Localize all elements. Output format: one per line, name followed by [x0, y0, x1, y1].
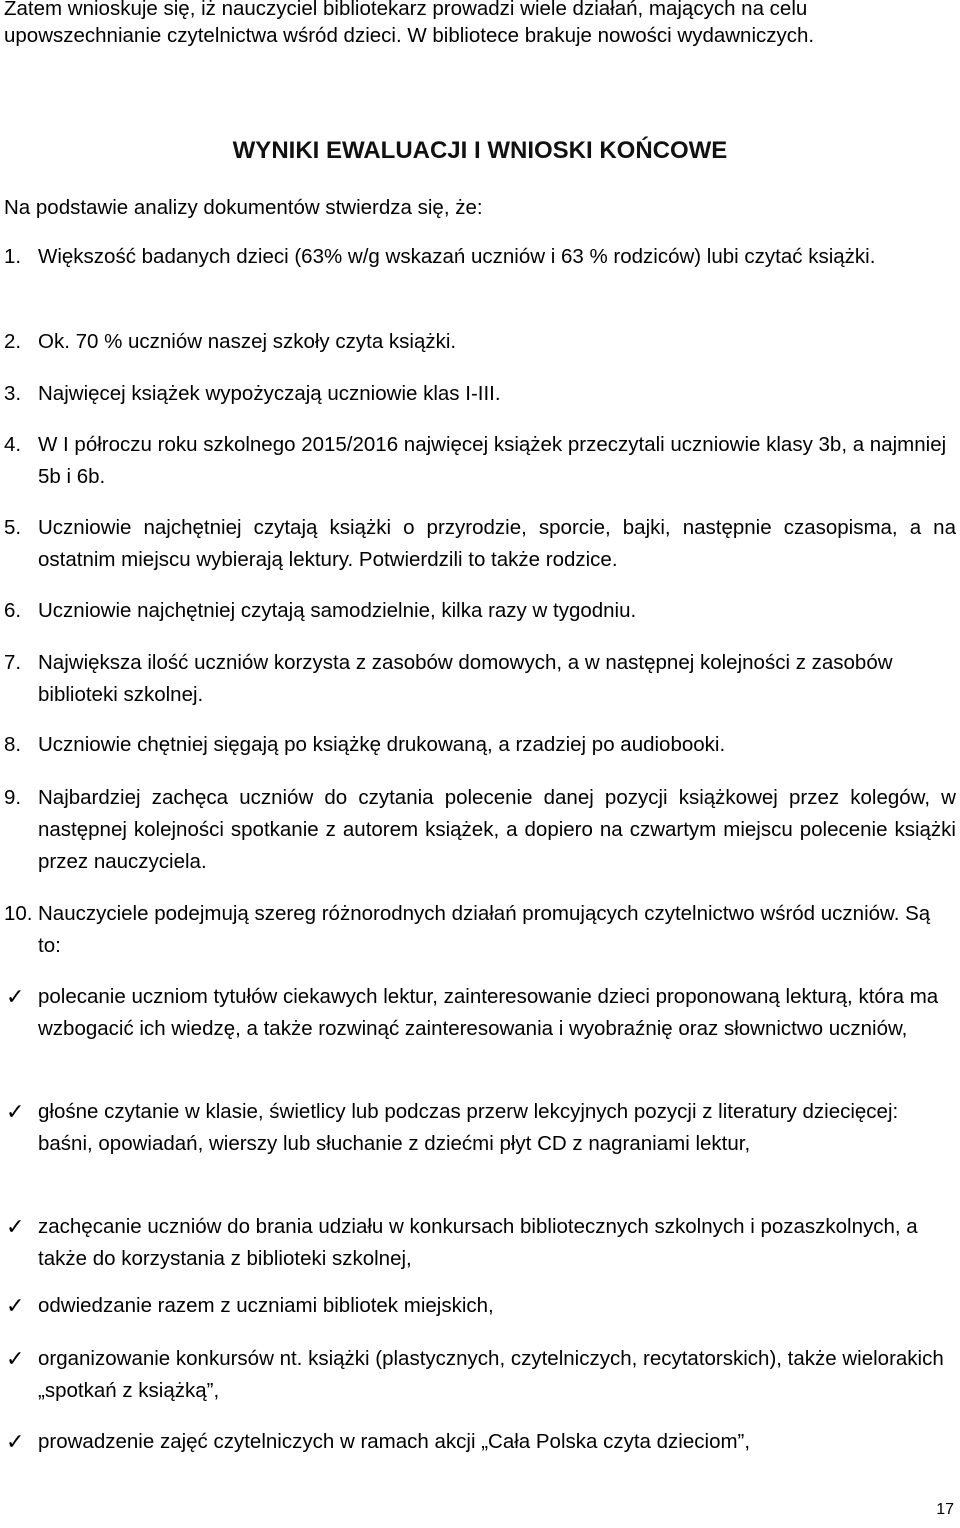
finding-item: [4, 782, 956, 878]
finding-number: 2.: [4, 330, 22, 353]
activity-text: organizowanie konkursów nt. książki (plastycznych, czytelniczych, recytatorskich), także wielorakich „spotkań z książką”,: [38, 1347, 944, 1402]
checkmark-icon: ✓: [6, 1214, 25, 1239]
finding-text: Uczniowie najchętniej czytają samodzielnie, kilka razy w tygodniu.: [38, 599, 637, 622]
finding-text: Najwięcej książek wypożyczają uczniowie klas I-III.: [38, 382, 501, 405]
checkmark-icon: ✓: [6, 984, 25, 1009]
page-number: 17: [936, 1501, 954, 1518]
activity-item: [4, 981, 956, 1045]
finding-item: [4, 898, 956, 962]
activity-item: [4, 1290, 956, 1322]
intro-paragraph: Zatem wnioskuje się, iż nauczyciel bibliotekarz prowadzi wiele działań, mających na celu upowszechnianie czytelnictwa wśród dzieci. W bibliotece brakuje nowości wydawniczych.: [4, 0, 815, 47]
activity-text: prowadzenie zajęć czytelniczych w ramach akcji „Cała Polska czyta dzieciom”,: [38, 1430, 751, 1453]
finding-number: 1.: [4, 245, 22, 268]
finding-text: Ok. 70 % uczniów naszej szkoły czyta książki.: [38, 330, 457, 353]
finding-item: [4, 241, 956, 273]
finding-item: [4, 729, 956, 761]
finding-item: [4, 429, 956, 493]
checkmark-icon: ✓: [6, 1429, 25, 1454]
activity-text: zachęcanie uczniów do brania udziału w konkursach bibliotecznych szkolnych i pozaszkolnych, a także do korzystania z biblioteki szkolnej,: [38, 1215, 918, 1270]
finding-number: 3.: [4, 382, 22, 405]
finding-number: 4.: [4, 433, 22, 456]
section-heading: WYNIKI EWALUACJI I WNIOSKI KOŃCOWE: [232, 137, 728, 164]
finding-item: [4, 647, 956, 711]
finding-number: 7.: [4, 651, 22, 674]
finding-text: Uczniowie najchętniej czytają książki o przyrodzie, sporcie, bajki, następnie czasopisma, a na ostatnim miejscu wybierają lektury. Potwierdzili to także rodzice.: [38, 516, 956, 571]
finding-text: W I półroczu roku szkolnego 2015/2016 najwięcej książek przeczytali uczniowie klasy 3b, a najmniej 5b i 6b.: [38, 433, 947, 488]
finding-item: [4, 595, 956, 627]
activity-item: [4, 1343, 956, 1407]
finding-number: 8.: [4, 733, 22, 756]
finding-item: [4, 326, 956, 358]
finding-number: 10.: [4, 902, 33, 925]
finding-text: Uczniowie chętniej sięgają po książkę drukowaną, a rzadziej po audiobooki.: [38, 733, 726, 756]
finding-text: Nauczyciele podejmują szereg różnorodnych działań promujących czytelnictwo wśród uczniów. Są to:: [38, 902, 931, 957]
activity-text: polecanie uczniom tytułów ciekawych lektur, zainteresowanie dzieci proponowaną lekturą, która ma wzbogacić ich wiedzę, a także rozwinąć zainteresowania i wyobraźnię oraz słownictwo uczniów,: [38, 985, 939, 1040]
checkmark-icon: ✓: [6, 1099, 25, 1124]
activity-item: [4, 1096, 956, 1160]
lead-sentence: Na podstawie analizy dokumentów stwierdza się, że:: [4, 196, 483, 219]
finding-item: [4, 378, 956, 410]
activity-text: głośne czytanie w klasie, świetlicy lub podczas przerw lekcyjnych pozycji z literatury dziecięcej: baśni, opowiadań, wierszy lub słuchanie z dziećmi płyt CD z nagraniami lektur,: [38, 1100, 899, 1155]
activity-item: [4, 1211, 956, 1275]
activity-text: odwiedzanie razem z uczniami bibliotek miejskich,: [38, 1294, 494, 1317]
finding-text: Największa ilość uczniów korzysta z zasobów domowych, a w następnej kolejności z zasobów biblioteki szkolnej.: [38, 651, 893, 706]
finding-item: [4, 512, 956, 576]
checkmark-icon: ✓: [6, 1293, 25, 1318]
activity-item: [4, 1426, 956, 1458]
finding-number: 6.: [4, 599, 22, 622]
finding-number: 9.: [4, 786, 22, 809]
finding-number: 5.: [4, 516, 22, 539]
finding-text: Większość badanych dzieci (63% w/g wskazań uczniów i 63 % rodziców) lubi czytać książki.: [38, 245, 876, 268]
finding-text: Najbardziej zachęca uczniów do czytania polecenie danej pozycji książkowej przez kolegów, w następnej kolejności spotkanie z autorem książek, a dopiero na czwartym miejscu polecenie książki przez nauczyciela.: [38, 786, 956, 873]
checkmark-icon: ✓: [6, 1346, 25, 1371]
